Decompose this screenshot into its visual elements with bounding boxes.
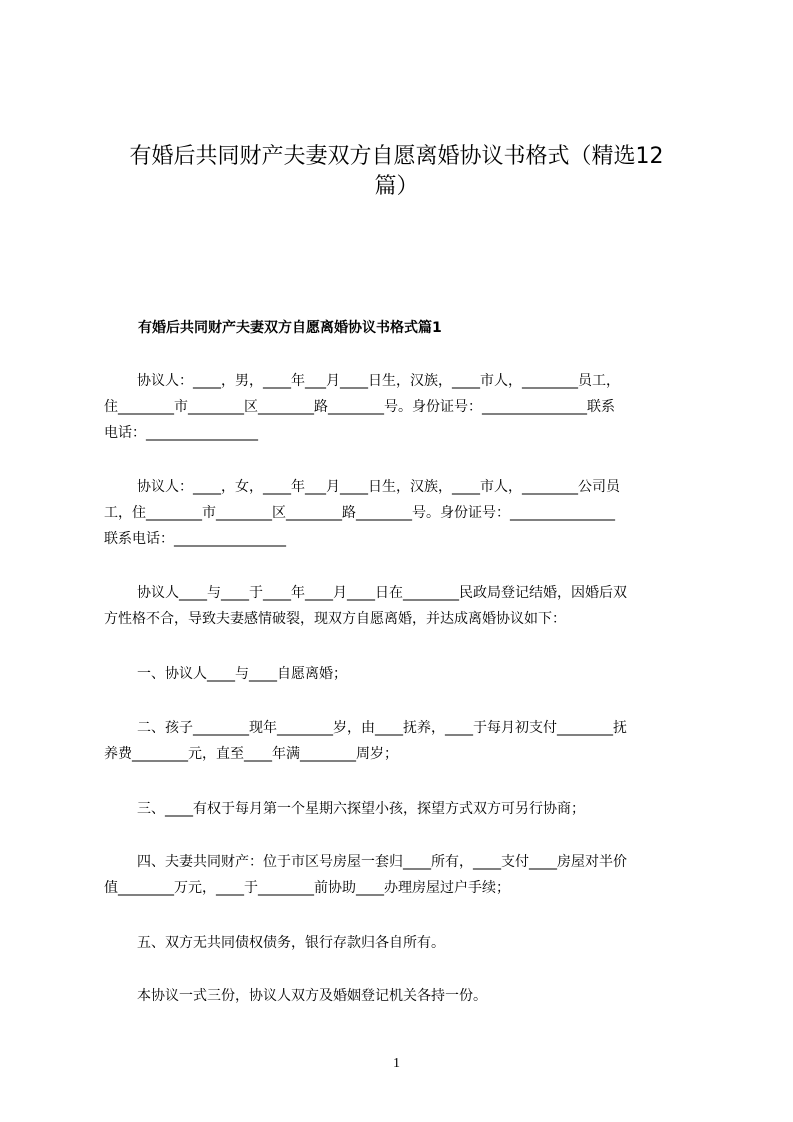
- paragraph-line: 联系电话：________________: [104, 531, 286, 547]
- clause-two: [104, 715, 700, 767]
- paragraph-line: 工，住________市________区________路________号。身份证号：_______________: [104, 505, 615, 521]
- paragraph-line: 四、夫妻共同财产：位于市区号房屋一套归____所有，____支付____房屋对半价: [137, 854, 627, 870]
- marriage-statement-paragraph: [104, 580, 700, 632]
- clause-five: [104, 930, 700, 956]
- paragraph-line: 值________万元，____于________前协助____办理房屋过户手续；: [104, 880, 510, 896]
- paragraph-line: 五、双方无共同债权债务，银行存款归各自所有。: [137, 935, 445, 951]
- section-heading: 有婚后共同财产夫妻双方自愿离婚协议书格式篇1: [138, 320, 442, 336]
- paragraph-line: 二、孩子________现年________岁，由____抚养，____于每月初支付________抚: [137, 720, 627, 736]
- paragraph-line: 方性格不合，导致夫妻感情破裂，现双方自愿离婚，并达成离婚协议如下：: [104, 611, 566, 627]
- clause-one: [104, 661, 700, 687]
- paragraph-line: 电话：________________: [104, 425, 258, 441]
- party-male-paragraph: [104, 368, 700, 446]
- paragraph-line: 协议人：____，男，____年___月____日生，汉族，____市人，________员工，: [137, 373, 620, 389]
- paragraph-line: 养费________元，直至____年满________周岁；: [104, 746, 398, 762]
- paragraph-line: 本协议一式三份，协议人双方及婚姻登记机关各持一份。: [137, 988, 487, 1004]
- paragraph-line: 住________市________区________路________号。身份证号：_______________联系: [104, 399, 615, 415]
- title-line-2: 篇）: [374, 174, 419, 199]
- party-female-paragraph: [104, 474, 700, 552]
- paragraph-line: 协议人____与____于____年____月____日在________民政局登记结婚，因婚后双: [137, 585, 627, 601]
- document-title: [100, 142, 693, 202]
- copies-statement: [104, 983, 700, 1009]
- title-line-1: 有婚后共同财产夫妻双方自愿离婚协议书格式（精选12: [129, 144, 664, 169]
- clause-four: [104, 849, 700, 901]
- paragraph-line: 协议人：____，女，____年___月____日生，汉族，____市人，________公司员: [137, 479, 620, 495]
- paragraph-line: 三、____有权于每月第一个星期六探望小孩，探望方式双方可另行协商；: [137, 801, 585, 817]
- page-number: 1: [393, 1056, 400, 1071]
- paragraph-line: 一、协议人____与____自愿离婚；: [137, 666, 347, 682]
- clause-three: [104, 796, 700, 822]
